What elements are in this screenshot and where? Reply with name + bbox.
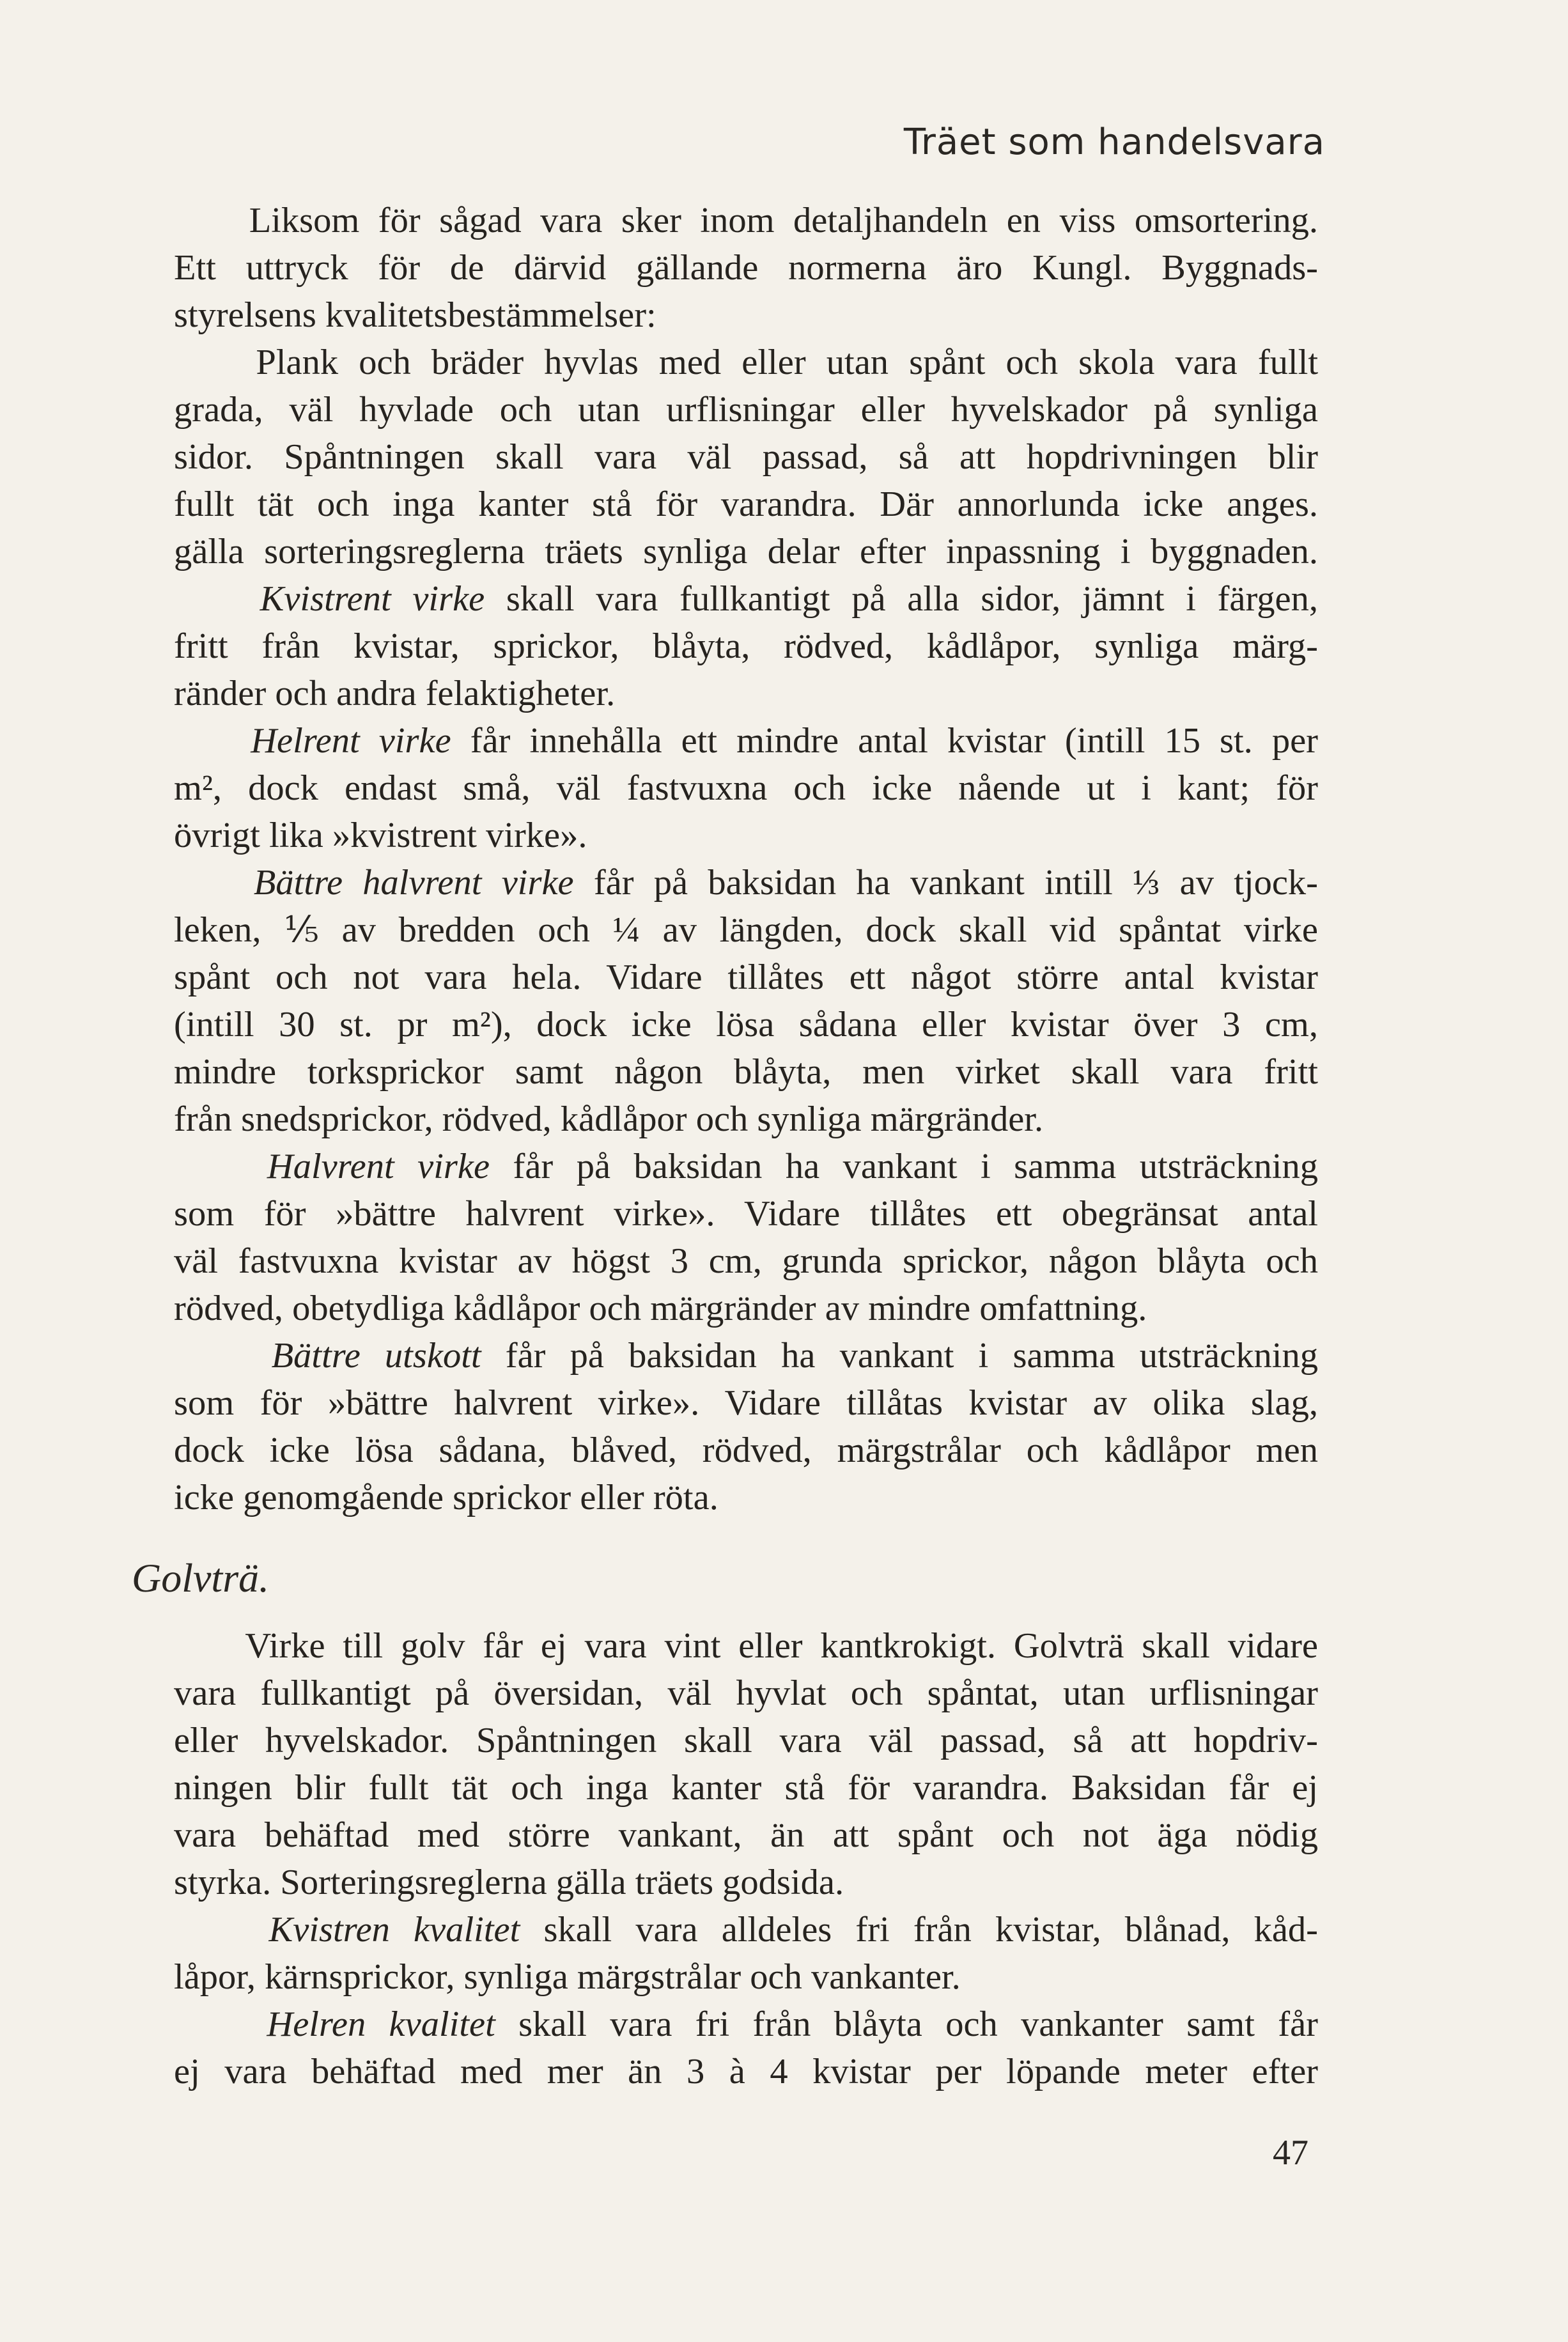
line-text: får på baksidan ha vankant i samma utsträckning: [490, 1147, 1318, 1186]
text-line: [174, 1811, 1318, 1859]
line-text: ränder och andra felaktigheter.: [174, 674, 616, 713]
text-line: [174, 433, 1318, 481]
line-text: grada, väl hyvlade och utan urflisningar eller hyvelskador på synliga: [174, 390, 1318, 430]
line-text: ej vara behäftad med mer än 3 à 4 kvistar per löpande meter efter: [174, 2052, 1318, 2091]
line-text: skall vara fri från blåyta och vankanter samt får: [495, 2005, 1318, 2044]
text-line: [174, 386, 1318, 433]
text-line: [174, 1474, 1318, 1521]
body-text-section-1: [174, 197, 1318, 1521]
line-text: dock icke lösa sådana, blåved, rödved, märgstrålar och kådlåpor men: [174, 1431, 1318, 1470]
text-line: [174, 764, 1318, 812]
text-line: [174, 1332, 1318, 1379]
text-line: [174, 1764, 1318, 1811]
text-line: [174, 1670, 1318, 1717]
text-line: [174, 1190, 1318, 1237]
text-line: [174, 623, 1318, 670]
italic-term: Bättre utskott: [174, 1336, 481, 1376]
line-text: Ett uttryck för de därvid gällande normerna äro Kungl. Byggnads-: [174, 248, 1318, 288]
line-text: mindre torksprickor samt någon blåyta, men virket skall vara fritt: [174, 1052, 1318, 1092]
line-text: m², dock endast små, väl fastvuxna och icke nående ut i kant; för: [174, 768, 1318, 808]
text-line: [174, 812, 1318, 859]
line-text: Liksom för sågad vara sker inom detaljhandeln en viss omsortering.: [174, 201, 1318, 240]
line-text: Virke till golv får ej vara vint eller kantkrokigt. Golvträ skall vidare: [174, 1626, 1318, 1666]
text-line: [174, 197, 1318, 244]
text-line: [174, 1717, 1318, 1764]
line-text: får på baksidan ha vankant intill ⅓ av tjock-: [573, 863, 1318, 903]
line-text: rödved, obetydliga kådlåpor och märgränder av mindre omfattning.: [174, 1289, 1147, 1328]
italic-term: Kvistrent virke: [174, 579, 485, 619]
text-line: [174, 1906, 1318, 1953]
page-number: 47: [1273, 2133, 1308, 2173]
italic-term: Helren kvalitet: [174, 2005, 495, 2044]
text-line: [174, 1237, 1318, 1285]
section-heading: Golvträ.: [132, 1555, 270, 1601]
italic-term: Bättre halvrent virke: [174, 863, 574, 903]
text-line: [174, 575, 1318, 623]
text-line: [174, 528, 1318, 575]
line-text: övrigt lika »kvistrent virke».: [174, 816, 587, 855]
line-text: icke genomgående sprickor eller röta.: [174, 1478, 718, 1517]
text-line: [174, 481, 1318, 528]
line-text: som för »bättre halvrent virke». Vidare tillåtas kvistar av olika slag,: [174, 1383, 1318, 1423]
line-text: styrka. Sorteringsreglerna gälla träets godsida.: [174, 1863, 844, 1902]
text-line: [174, 1859, 1318, 1906]
line-text: låpor, kärnsprickor, synliga märgstrålar och vankanter.: [174, 1957, 961, 1997]
line-text: vara fullkantigt på översidan, väl hyvlat och spåntat, utan urflisningar: [174, 1673, 1318, 1713]
line-text: Plank och bräder hyvlas med eller utan spånt och skola vara fullt: [174, 343, 1318, 382]
text-line: [174, 244, 1318, 291]
text-line: [174, 1285, 1318, 1332]
text-line: [174, 670, 1318, 717]
text-line: [174, 291, 1318, 339]
line-text: styrelsens kvalitetsbestämmelser:: [174, 295, 656, 335]
running-header: Träet som handelsvara: [903, 121, 1325, 163]
body-text-section-2: [174, 1622, 1318, 2095]
line-text: får innehålla ett mindre antal kvistar (intill 15 st. per: [451, 721, 1318, 761]
line-text: vara behäftad med större vankant, än att spånt och not äga nödig: [174, 1815, 1318, 1855]
text-line: [174, 906, 1318, 954]
line-text: från snedsprickor, rödved, kådlåpor och synliga märgränder.: [174, 1099, 1044, 1139]
line-text: väl fastvuxna kvistar av högst 3 cm, grunda sprickor, någon blåyta och: [174, 1241, 1318, 1281]
text-line: [174, 1622, 1318, 1670]
text-line: [174, 1048, 1318, 1096]
italic-term: Halvrent virke: [174, 1147, 490, 1186]
line-text: sidor. Spåntningen skall vara väl passad, så att hopdrivningen blir: [174, 437, 1318, 477]
text-line: [174, 1379, 1318, 1427]
line-text: (intill 30 st. pr m²), dock icke lösa sådana eller kvistar över 3 cm,: [174, 1005, 1318, 1044]
text-line: [174, 1953, 1318, 2001]
text-line: [174, 339, 1318, 386]
line-text: eller hyvelskador. Spåntningen skall vara väl passad, så att hopdriv-: [174, 1721, 1318, 1760]
text-line: [174, 1427, 1318, 1474]
line-text: fritt från kvistar, sprickor, blåyta, rödved, kådlåpor, synliga märg-: [174, 626, 1318, 666]
line-text: skall vara alldeles fri från kvistar, blånad, kåd-: [520, 1910, 1318, 1950]
italic-term: Kvistren kvalitet: [174, 1910, 520, 1950]
line-text: gälla sorteringsreglerna träets synliga delar efter inpassning i byggnaden.: [174, 532, 1318, 571]
text-line: [174, 859, 1318, 906]
line-text: ningen blir fullt tät och inga kanter stå för varandra. Baksidan får ej: [174, 1768, 1318, 1808]
line-text: som för »bättre halvrent virke». Vidare tillåtes ett obegränsat antal: [174, 1194, 1318, 1234]
text-line: [174, 2048, 1318, 2095]
text-line: [174, 1096, 1318, 1143]
text-line: [174, 954, 1318, 1001]
line-text: fullt tät och inga kanter stå för varandra. Där annorlunda icke anges.: [174, 485, 1318, 524]
line-text: skall vara fullkantigt på alla sidor, jämnt i färgen,: [485, 579, 1318, 619]
line-text: leken, ⅕ av bredden och ¼ av längden, dock skall vid spåntat virke: [174, 910, 1318, 950]
text-line: [174, 1143, 1318, 1190]
text-line: [174, 1001, 1318, 1048]
text-line: [174, 2001, 1318, 2048]
text-line: [174, 717, 1318, 764]
line-text: spånt och not vara hela. Vidare tillåtes ett något större antal kvistar: [174, 958, 1318, 997]
italic-term: Helrent virke: [174, 721, 451, 761]
line-text: får på baksidan ha vankant i samma utsträckning: [481, 1336, 1318, 1376]
